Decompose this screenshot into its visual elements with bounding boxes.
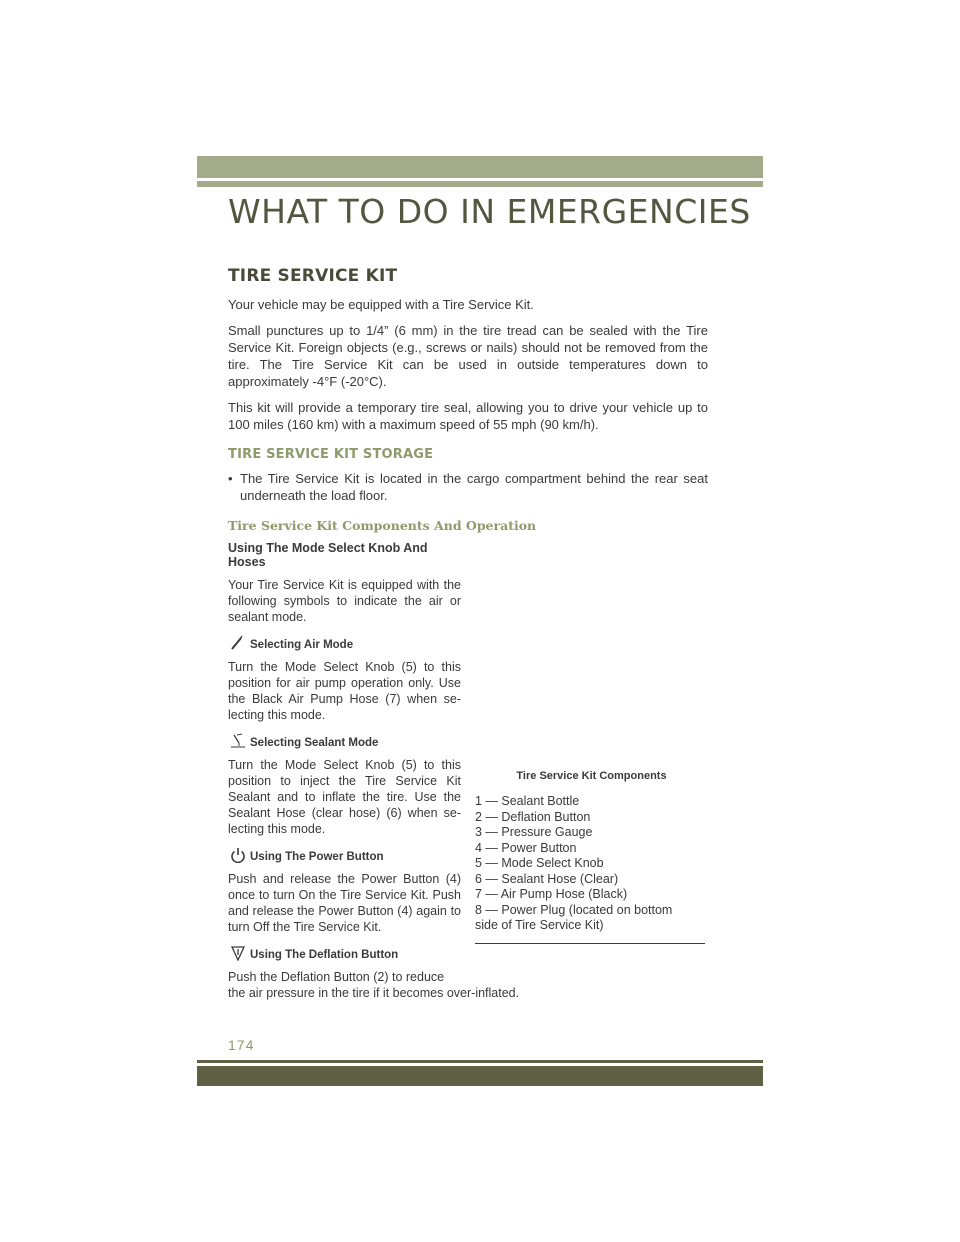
figure-image xyxy=(475,541,708,756)
sealant-mode-text: Turn the Mode Select Knob (5) to this position to inject the Tire Service Kit Sealant and to inflate the tire. Use the Sealant Hose (clear hose) (6) when se-lecting this mode. xyxy=(228,758,461,836)
figure-caption: Tire Service Kit Components xyxy=(516,770,667,782)
power-button-title: Using The Power Button xyxy=(250,851,384,863)
sealant-mode-heading xyxy=(228,733,461,749)
deflation-button-heading xyxy=(228,945,461,961)
legend-item: 6 — Sealant Hose (Clear) xyxy=(475,871,619,886)
page-content xyxy=(228,266,708,1001)
figure-legend xyxy=(475,794,708,934)
section-paragraph: Small punctures up to 1/4” (6 mm) in the tire tread can be sealed with the Tire Service Kit. Foreign objects (e.g., screws or nails) should not be removed from the tire. The Tire Service Kit can be used in outside temperatures down to approximately -4°F (-20°C). xyxy=(228,323,708,389)
components-title: Tire Service Kit Components And Operation xyxy=(228,518,537,533)
air-mode-icon xyxy=(228,635,248,651)
legend-item: 8 — Power Plug (located on bottom xyxy=(475,902,673,917)
power-icon xyxy=(228,847,248,863)
storage-bullet-text: The Tire Service Kit is located in the cargo compartment behind the rear seat underneath the load floor. xyxy=(240,471,708,503)
storage-title: TIRE SERVICE KIT STORAGE xyxy=(228,447,434,462)
power-button-text: Push and release the Power Button (4) once to turn On the Tire Service Kit. Push and release the Power Button (4) again to turn Off the Tire Service Kit. xyxy=(228,872,461,934)
footer-band xyxy=(197,1066,763,1086)
header-rule xyxy=(197,181,763,187)
figure xyxy=(475,541,708,1231)
legend-item: 4 — Power Button xyxy=(475,840,577,855)
legend-item: 5 — Mode Select Knob xyxy=(475,856,604,870)
header-band xyxy=(197,156,763,178)
page-number: 174 xyxy=(228,1037,255,1053)
chapter-title: WHAT TO DO IN EMERGENCIES xyxy=(228,192,751,231)
subsection-title: Using The Mode Select Knob And Hoses xyxy=(228,541,428,569)
air-mode-text: Turn the Mode Select Knob (5) to this position for air pump operation only. Use the Black Air Pump Hose (7) when se-lecting this mode. xyxy=(228,660,461,722)
air-mode-title: Selecting Air Mode xyxy=(250,639,354,651)
sealant-mode-title: Selecting Sealant Mode xyxy=(250,737,379,749)
legend-item: 7 — Air Pump Hose (Black) xyxy=(475,887,628,901)
bullet-icon: • xyxy=(228,471,233,486)
deflation-button-text: Push the Deflation Button (2) to reduce xyxy=(228,970,445,984)
legend-item: 2 — Deflation Button xyxy=(475,809,591,824)
footer-rule xyxy=(197,1060,763,1063)
sealant-mode-icon xyxy=(228,733,248,749)
power-button-heading xyxy=(228,847,461,863)
section-paragraph: Your vehicle may be equipped with a Tire Service Kit. xyxy=(228,297,534,312)
legend-item: 3 — Pressure Gauge xyxy=(475,825,593,839)
deflation-button-text-continued: the air pressure in the tire if it becomes over-inflated. xyxy=(228,986,520,1000)
deflation-button-title: Using The Deflation Button xyxy=(250,949,399,961)
two-column-area xyxy=(228,541,708,1001)
section-title: TIRE SERVICE KIT xyxy=(228,266,398,286)
deflation-icon xyxy=(228,945,248,961)
storage-bullet xyxy=(228,470,708,504)
legend-rule xyxy=(475,943,705,944)
section-paragraph: This kit will provide a temporary tire seal, allowing you to drive your vehicle up to 100 miles (160 km) with a maximum speed of 55 mph (90 km/h). xyxy=(228,400,708,432)
legend-item: side of Tire Service Kit) xyxy=(475,918,604,932)
left-column xyxy=(228,541,461,985)
intro-paragraph: Your Tire Service Kit is equipped with the following symbols to indicate the air or sealant mode. xyxy=(228,578,461,624)
legend-item: 1 — Sealant Bottle xyxy=(475,794,580,808)
air-mode-heading xyxy=(228,635,461,651)
